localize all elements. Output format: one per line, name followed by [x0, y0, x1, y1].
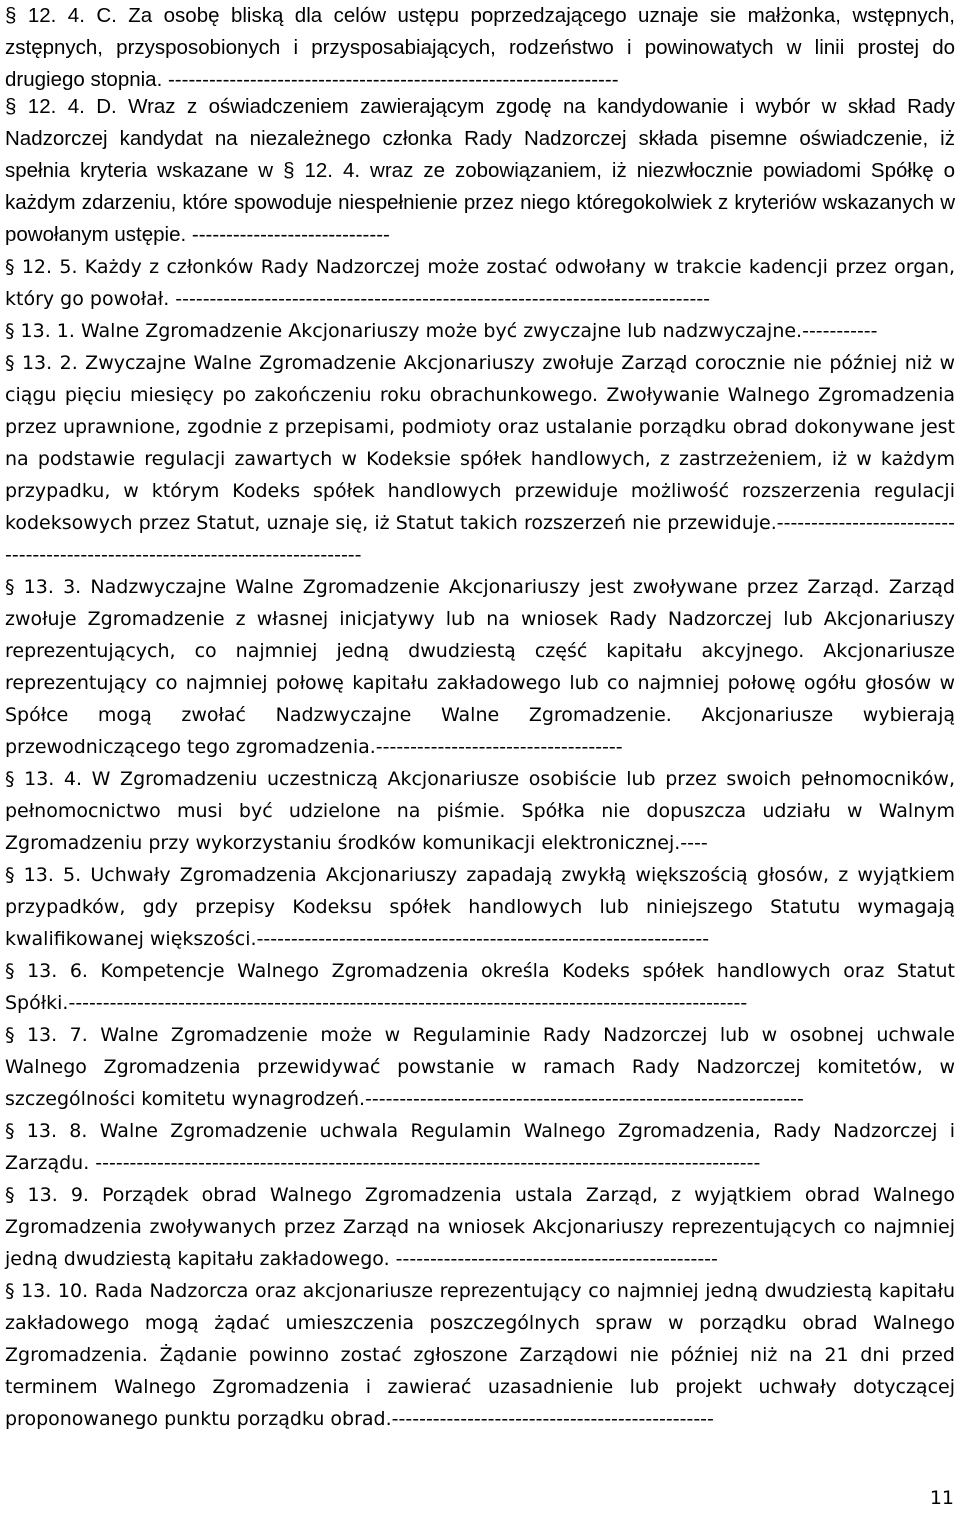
paragraph-12-4-d: § 12. 4. D. Wraz z oświadczeniem zawierającym zgodę na kandydowanie i wybór w skład Rady Nadzorczej kandydat na niezależnego członka Rady Nadzorczej składa pisemne oświadczenie, iż spełnia kryteria wskazane w § 12. 4. wraz ze zobowiązaniem, iż niezwłocznie powiadomi Spółkę o każdym zdarzeniu, które spowoduje niespełnienie przez niego któregokolwiek z kryteriów wskazanych w powołanym ustępie. ----------------------------- [5, 95, 955, 246]
paragraph-13-10: § 13. 10. Rada Nadzorcza oraz akcjonariusze reprezentujący co najmniej jedną dwudziestą kapitału zakładowego mogą żądać umieszczenia poszczególnych spraw w porządku obrad Walnego Zgromadzenia. Żądanie powinno zostać zgłoszone Zarządowi nie później niż na 21 dni przed terminem Walnego Zgromadzenia i zawierać uzasadnienie lub projekt uchwały dotyczącej proponowanego punktu porządku obrad.----------------------------------------------- [5, 1280, 955, 1430]
paragraph-13-1: § 13. 1. Walne Zgromadzenie Akcjonariuszy może być zwyczajne lub nadzwyczajne.----------- [5, 320, 878, 342]
page-number: 11 [929, 1487, 954, 1509]
paragraph-13-8: § 13. 8. Walne Zgromadzenie uchwala Regulamin Walnego Zgromadzenia, Rady Nadzorczej i Zarządu. ------------------------------------------------------------------------------------------------- [5, 1120, 955, 1174]
paragraph-12-5: § 12. 5. Każdy z członków Rady Nadzorczej może zostać odwołany w trakcie kadencji przez organ, który go powołał. ------------------------------------------------------------------------------ [5, 256, 955, 310]
paragraph-13-9: § 13. 9. Porządek obrad Walnego Zgromadzenia ustala Zarząd, z wyjątkiem obrad Walnego Zgromadzenia zwoływanych przez Zarząd na wniosek Akcjonariuszy reprezentujących co najmniej jedną dwudziestą kapitału zakładowego. ----------------------------------------------- [5, 1184, 955, 1270]
paragraph-13-5: § 13. 5. Uchwały Zgromadzenia Akcjonariuszy zapadają zwykłą większością głosów, z wyjątkiem przypadków, gdy przepisy Kodeksu spółek handlowych lub niniejszego Statutu wymagają kwalifikowanej większości.------------------------------------------------------------------ [5, 864, 955, 950]
paragraph-12-4-c: § 12. 4. C. Za osobę bliską dla celów ustępu poprzedzającego uznaje sie małżonka, wstępnych, zstępnych, przysposobionych i przysposabiających, rodzeństwo i powinowatych w linii prostej do drugiego stopnia. ------------------------------------------------------------------ [5, 4, 955, 91]
paragraph-13-2: § 13. 2. Zwyczajne Walne Zgromadzenie Akcjonariuszy zwołuje Zarząd corocznie nie później niż w ciągu pięciu miesięcy po zakończeniu roku obrachunkowego. Zwoływanie Walnego Zgromadzenia przez uprawnione, zgodnie z przepisami, podmioty oraz ustalanie porządku obrad dokonywane jest na podstawie regulacji zawartych w Kodeksie spółek handlowych, z zastrzeżeniem, iż w każdym przypadku, w którym Kodeks spółek handlowych przewiduje możliwość rozszerzenia regulacji kodeksowych przez Statut, uznaje się, iż Statut takich rozszerzeń nie przewiduje.------------------------------------------------------------------------------ [5, 352, 955, 566]
paragraph-13-4: § 13. 4. W Zgromadzeniu uczestniczą Akcjonariusze osobiście lub przez swoich pełnomocników, pełnomocnictwo musi być udzielone na piśmie. Spółka nie dopuszcza udziału w Walnym Zgromadzeniu przy wykorzystaniu środków komunikacji elektronicznej.---- [5, 768, 955, 854]
paragraph-13-7: § 13. 7. Walne Zgromadzenie może w Regulaminie Rady Nadzorczej lub w osobnej uchwale Walnego Zgromadzenia przewidywać powstanie w ramach Rady Nadzorczej komitetów, w szczególności komitetu wynagrodzeń.---------------------------------------------------------------- [5, 1024, 955, 1110]
paragraph-13-3: § 13. 3. Nadzwyczajne Walne Zgromadzenie Akcjonariuszy jest zwoływane przez Zarząd. Zarząd zwołuje Zgromadzenie z własnej inicjatywy lub na wniosek Rady Nadzorczej lub Akcjonariuszy reprezentujących, co najmniej jedną dwudziestą część kapitału akcyjnego. Akcjonariusze reprezentujący co najmniej połowę kapitału zakładowego lub co najmniej połowę ogółu głosów w Spółce mogą zwołać Nadzwyczajne Walne Zgromadzenie. Akcjonariusze wybierają przewodniczącego tego zgromadzenia.------------------------------------ [5, 576, 955, 758]
paragraph-13-6: § 13. 6. Kompetencje Walnego Zgromadzenia określa Kodeks spółek handlowych oraz Statut Spółki.--------------------------------------------------------------------------------------------------- [5, 960, 955, 1014]
